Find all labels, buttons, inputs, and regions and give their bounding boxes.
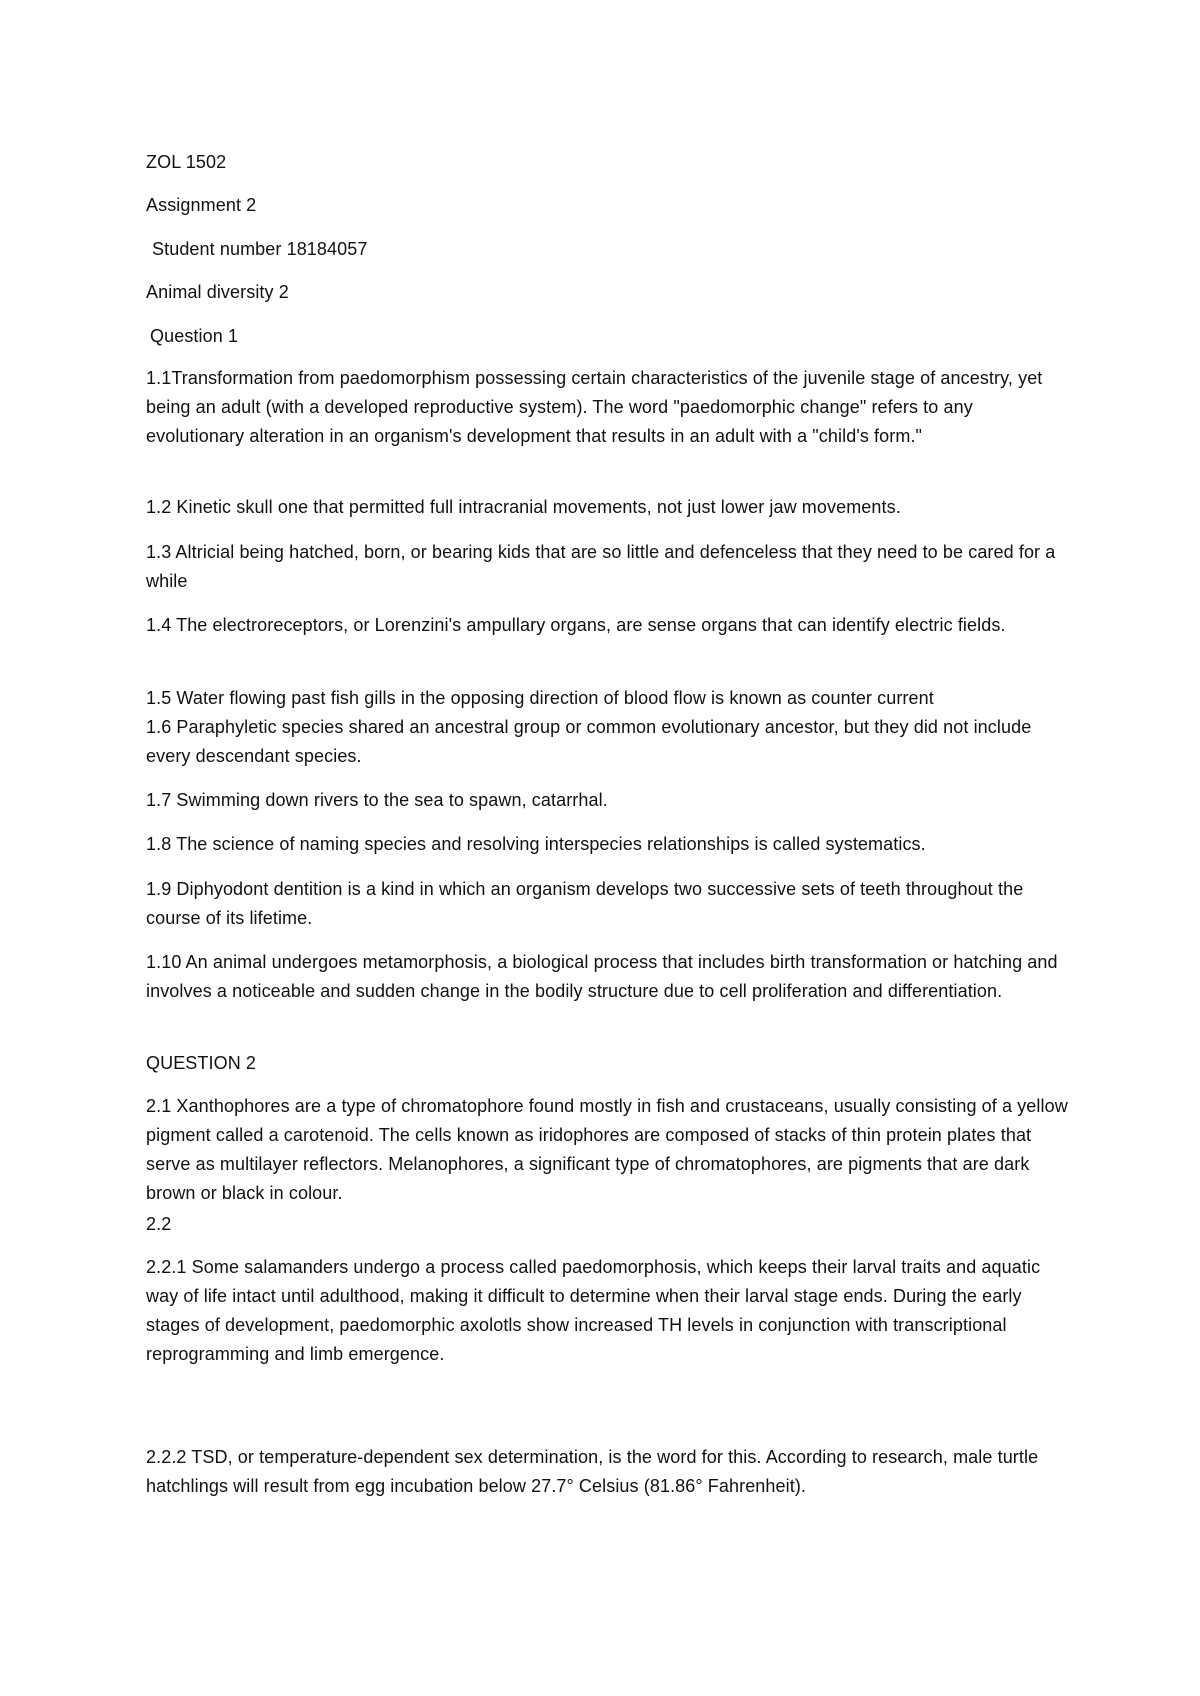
answer-1-2: 1.2 Kinetic skull one that permitted full intracranial movements, not just lower jaw movements. [146, 497, 901, 517]
answer-1-8: 1.8 The science of naming species and resolving interspecies relationships is called systematics. [146, 834, 926, 854]
answer-1-10: 1.10 An animal undergoes metamorphosis, a biological process that includes birth transformation or hatching and involves a noticeable and sudden change in the bodily structure due to cell proliferation and differentiation. [146, 952, 1058, 1001]
module-title: Animal diversity 2 [146, 282, 289, 302]
course-code: ZOL 1502 [146, 152, 227, 172]
answer-1-7: 1.7 Swimming down rivers to the sea to spawn, catarrhal. [146, 790, 608, 810]
answer-2-2-1: 2.2.1 Some salamanders undergo a process called paedomorphosis, which keeps their larval traits and aquatic way of life intact until adulthood, making it difficult to determine when their larval stage ends. During the early stages of development, paedomorphic axolotls show increased TH levels in conjunction with transcriptional reprogramming and limb emergence. [146, 1257, 1041, 1364]
question-2-heading: QUESTION 2 [146, 1053, 257, 1073]
answer-1-3: 1.3 Altricial being hatched, born, or bearing kids that are so little and defenceless that they need to be cared for a while [146, 542, 1056, 591]
answer-1-9: 1.9 Diphyodont dentition is a kind in which an organism develops two successive sets of teeth throughout the course of its lifetime. [146, 879, 1024, 928]
question-1-heading: Question 1 [150, 326, 239, 346]
answer-1-5: 1.5 Water flowing past fish gills in the opposing direction of blood flow is known as counter current [146, 688, 934, 708]
answer-1-6: 1.6 Paraphyletic species shared an ancestral group or common evolutionary ancestor, but they did not include every descendant species. [146, 717, 1032, 766]
answer-2-2-heading: 2.2 [146, 1214, 172, 1234]
answer-1-1: 1.1Transformation from paedomorphism possessing certain characteristics of the juvenile stage of ancestry, yet being an adult (with a developed reproductive system). The word "paedomorphic change" refers to any evolutionary alteration in an organism's development that results in an adult with a "child's form." [146, 368, 1043, 446]
answer-1-4: 1.4 The electroreceptors, or Lorenzini's ampullary organs, are sense organs that can identify electric fields. [146, 615, 1006, 635]
answer-2-2-2: 2.2.2 TSD, or temperature-dependent sex determination, is the word for this. According to research, male turtle hatchlings will result from egg incubation below 27.7° Celsius (81.86° Fahrenheit). [146, 1447, 1039, 1496]
student-number: Student number 18184057 [152, 239, 368, 259]
assignment-title: Assignment 2 [146, 195, 257, 215]
answer-2-1: 2.1 Xanthophores are a type of chromatophore found mostly in fish and crustaceans, usually consisting of a yellow pigment called a carotenoid. The cells known as iridophores are composed of stacks of thin protein plates that serve as multilayer reflectors. Melanophores, a significant type of chromatophores, are pigments that are dark brown or black in colour. [146, 1096, 1068, 1203]
